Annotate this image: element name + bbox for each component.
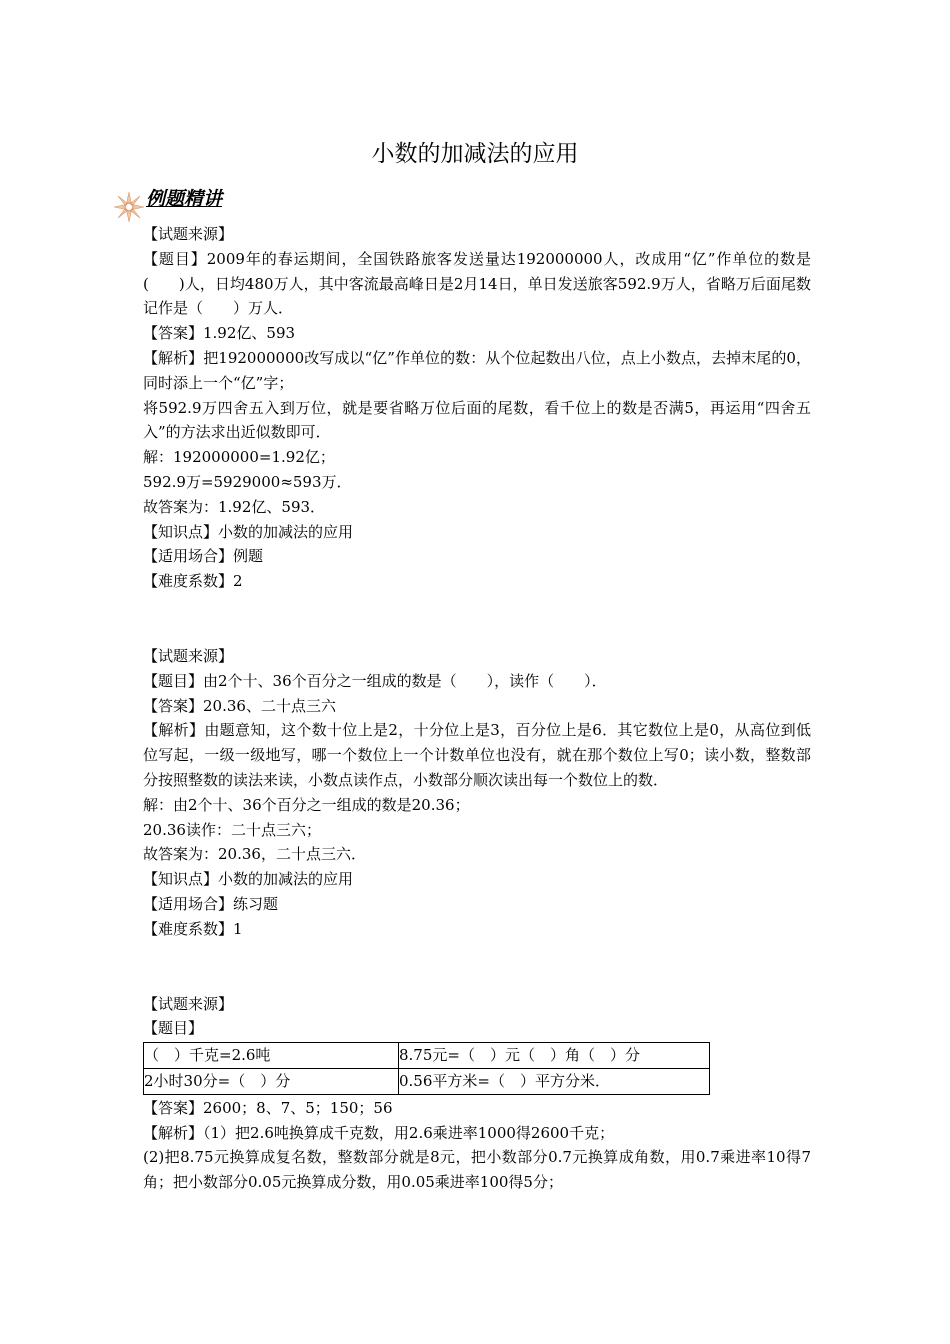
occasion-line: 【适用场合】例题 [143, 547, 264, 566]
table-row [144, 1068, 710, 1094]
knowledge-line: 【知识点】小数的加减法的应用 [143, 870, 354, 889]
analysis-line: 将592.9万四舍五入到万位，就是要省略万位后面的尾数，看千位上的数是否满5，再运用“四舍五入”的方法求出近似数即可． [143, 398, 811, 442]
source-line: 【试题来源】 [143, 225, 234, 243]
analysis-line: 【解析】把192000000改写成以“亿”作单位的数：从个位起数出八位，点上小数点，去掉末尾的0，同时添上一个“亿”字； [143, 348, 811, 392]
page-title: 小数的加减法的应用 [371, 141, 579, 167]
analysis-line: 解：192000000=1.92亿； [143, 448, 335, 467]
difficulty-line: 【难度系数】1 [143, 919, 243, 938]
source-line: 【试题来源】 [143, 994, 234, 1013]
occasion-line: 【适用场合】练习题 [143, 894, 279, 913]
document-body [143, 222, 811, 1195]
source-line: 【试题来源】 [143, 646, 234, 665]
knowledge-line: 【知识点】小数的加减法的应用 [143, 522, 354, 541]
question-line: 【题目】 [143, 1019, 204, 1038]
question-line: 【题目】由2个十、36个百分之一组成的数是（ ），读作（ ）． [143, 671, 607, 690]
question-table [143, 1042, 710, 1095]
analysis-line: 【解析】由题意知，这个数十位上是2，十分位上是3，百分位上是6．其它数位上是0，从高位到低位写起，一级一级地写，哪一个数位上一个计数单位也没有，就在那个数位上写0；读小数，整数部分按照整数的读法来读，小数点读作点，小数部分顺次读出每一个数位上的数． [143, 721, 811, 789]
analysis-line: 592.9万=5929000≈593万． [143, 472, 352, 491]
problem-block [143, 644, 811, 942]
answer-line: 【答案】1.92亿、593 [143, 324, 296, 343]
table-row [144, 1043, 710, 1069]
problem-block [143, 222, 811, 594]
analysis-line: 解：由2个十、36个百分之一组成的数是20.36； [143, 795, 470, 814]
difficulty-line: 【难度系数】2 [143, 572, 243, 591]
table-cell: 2小时30分=（ ）分 [144, 1068, 399, 1094]
analysis-line: (2)把8.75元换算成复名数，整数部分就是8元，把小数部分0.7元换算成角数，用0.7乘进率10得7角；把小数部分0.05元换算成分数，用0.05乘进率100得5分； [143, 1148, 811, 1192]
sparkle-star-icon [112, 190, 146, 224]
section-title: 例题精讲 [146, 188, 223, 210]
analysis-line: 故答案为：20.36，二十点三六． [143, 845, 366, 864]
answer-line: 【答案】20.36、二十点三六 [143, 696, 336, 715]
analysis-line: 故答案为：1.92亿、593． [143, 497, 326, 516]
problem-block [143, 992, 811, 1195]
question-line: 【题目】2009年的春运期间，全国铁路旅客发送量达192000000人，改成用“亿”作单位的数是( )人，日均480万人，其中客流最高峰日是2月14日，单日发送旅客592.9万人，省略万后面尾数记作是（ ）万人． [143, 249, 811, 318]
analysis-line: 20.36读作：二十点三六； [143, 820, 321, 839]
analysis-line: 【解析】（1）把2.6吨换算成千克数，用2.6乘进率1000得2600千克； [143, 1123, 615, 1142]
answer-line: 【答案】2600；8、7、5；150；56 [143, 1098, 393, 1117]
table-cell: （ ）千克=2.6吨 [144, 1043, 399, 1069]
table-cell: 8.75元=（ ）元（ ）角（ ）分 [399, 1043, 710, 1069]
table-cell: 0.56平方米=（ ）平方分米． [399, 1068, 710, 1094]
